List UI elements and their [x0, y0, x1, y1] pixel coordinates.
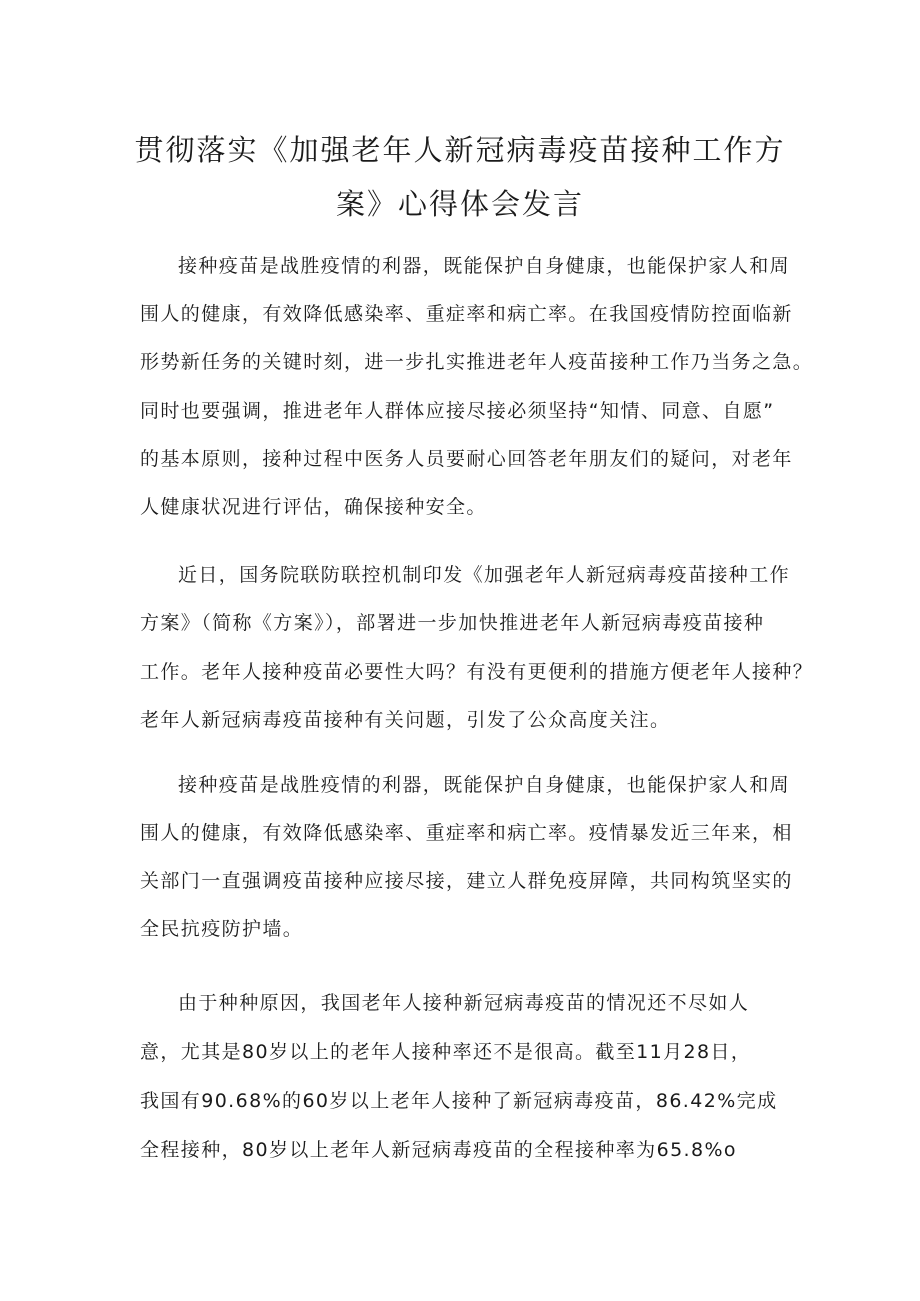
- paragraph-1-line-6: 人健康状况进行评估，确保接种安全。: [140, 496, 487, 518]
- paragraph-4-line-3: 我国有90.68%的60岁以上老年人接种了新冠病毒疫苗，86.42%完成: [140, 1090, 778, 1112]
- paragraph-3-line-2: 围人的健康，有效降低感染率、重症率和病亡率。疫情暴发近三年来，相: [140, 822, 793, 844]
- paragraph-3-line-4: 全民抗疫防护墙。: [140, 918, 304, 940]
- paragraph-1-line-5: 的基本原则，接种过程中医务人员要耐心回答老年朋友们的疑问，对老年: [140, 448, 793, 470]
- paragraph-3-line-3: 关部门一直强调疫苗接种应接尽接，建立人群免疫屏障，共同构筑坚实的: [140, 870, 793, 892]
- paragraph-4-line-1: 由于种种原因，我国老年人接种新冠病毒疫苗的情况还不尽如人: [178, 992, 750, 1014]
- document-title-line-2: 案》心得体会发言: [335, 187, 584, 221]
- paragraph-4-line-4: 全程接种，80岁以上老年人新冠病毒疫苗的全程接种率为65.8%o: [140, 1139, 737, 1161]
- paragraph-1-line-2: 围人的健康，有效降低感染率、重症率和病亡率。在我国疫情防控面临新: [140, 303, 793, 325]
- paragraph-1-line-4: 同时也要强调，推进老年人群体应接尽接必须坚持“知情、同意、自愿”: [140, 400, 775, 422]
- paragraph-3-line-1: 接种疫苗是战胜疫情的利器，既能保护自身健康，也能保护家人和周: [178, 774, 791, 796]
- paragraph-2-line-4: 老年人新冠病毒疫苗接种有关问题，引发了公众高度关注。: [140, 709, 671, 731]
- paragraph-1-line-3: 形势新任务的关键时刻，进一步扎实推进老年人疫苗接种工作乃当务之急。: [140, 351, 814, 373]
- paragraph-2-line-3: 工作。老年人接种疫苗必要性大吗？有没有更便利的措施方便老年人接种？: [140, 661, 814, 683]
- paragraph-2-line-1: 近日，国务院联防联控机制印发《加强老年人新冠病毒疫苗接种工作: [178, 564, 791, 586]
- paragraph-1-line-1: 接种疫苗是战胜疫情的利器，既能保护自身健康，也能保护家人和周: [178, 255, 791, 277]
- paragraph-4-line-2: 意，尤其是80岁以上的老年人接种率还不是很高。截至11月28日，: [140, 1041, 752, 1063]
- document-title-line-1: 贯彻落实《加强老年人新冠病毒疫苗接种工作方: [134, 133, 786, 167]
- paragraph-2-line-2: 方案》（简称《方案》），部署进一步加快推进老年人新冠病毒疫苗接种: [140, 612, 765, 634]
